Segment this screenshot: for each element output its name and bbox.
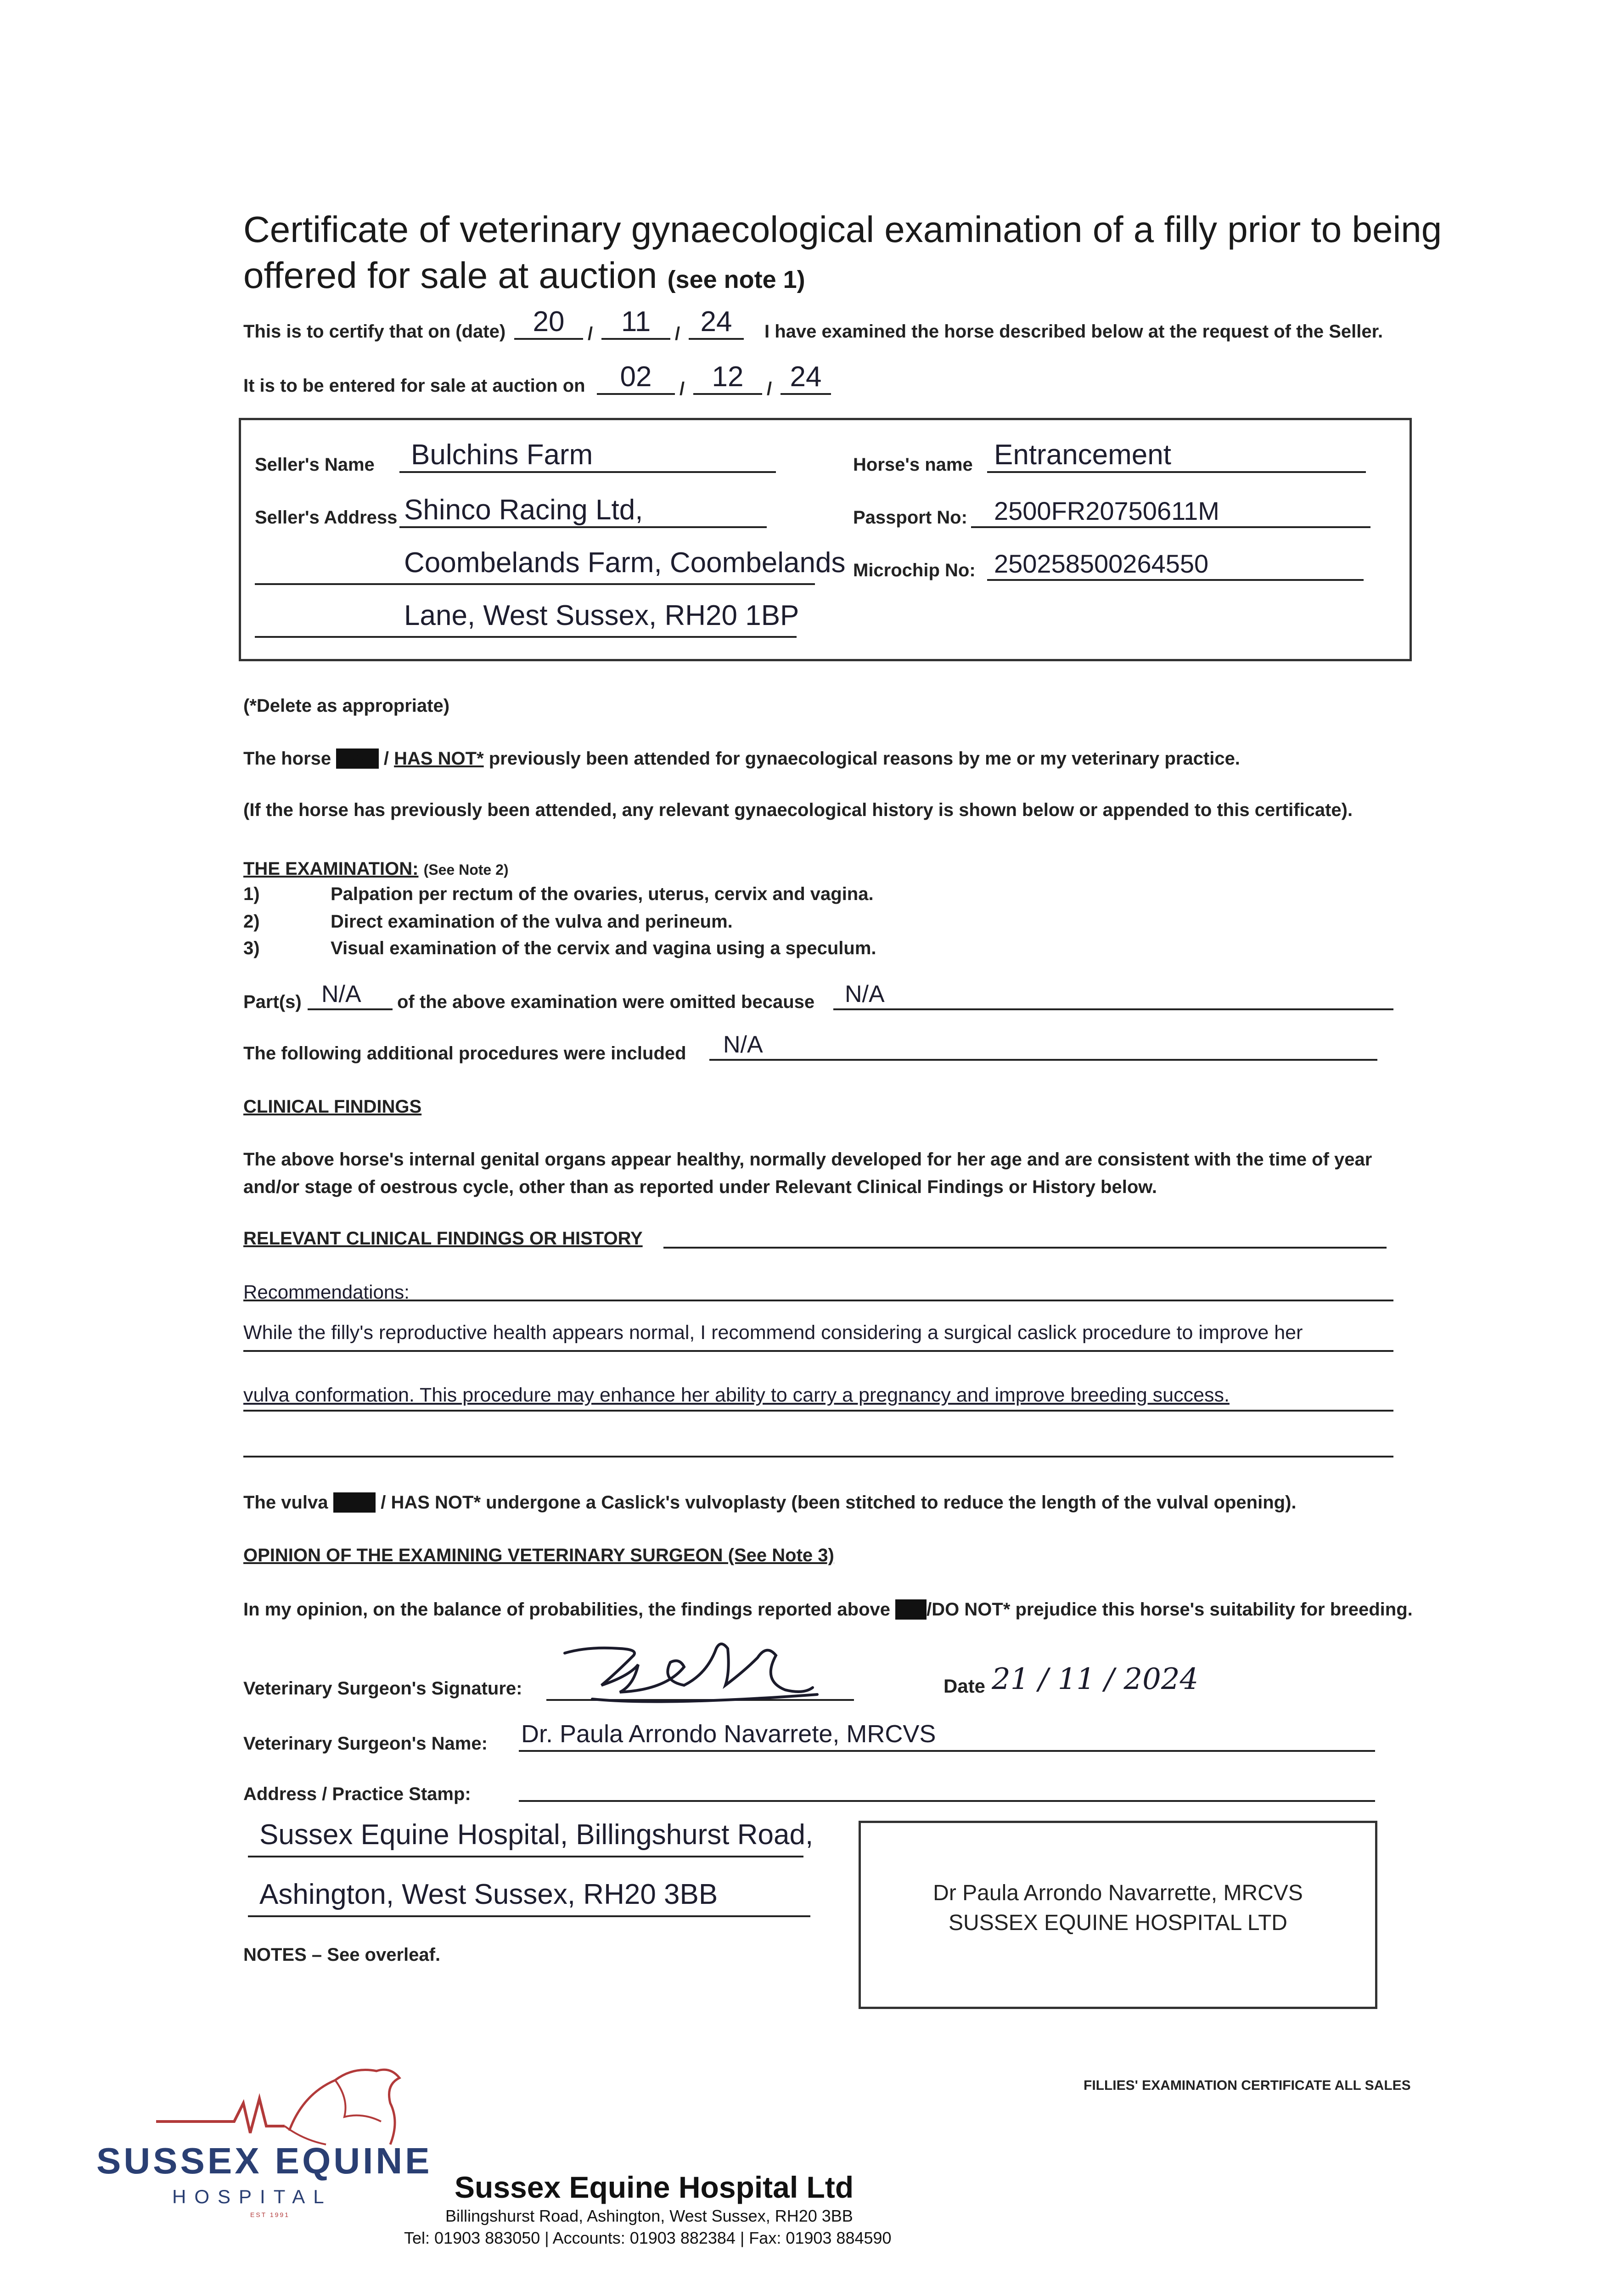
clinical-heading: CLINICAL FINDINGS bbox=[243, 1097, 422, 1117]
opinion-prefix: In my opinion, on the balance of probabilities, the findings reported above bbox=[243, 1599, 891, 1620]
opinion-text bbox=[243, 1596, 1419, 1623]
delete-note: (*Delete as appropriate) bbox=[243, 696, 450, 716]
omitted-label: of the above examination were omitted because bbox=[397, 992, 815, 1012]
history-line bbox=[243, 748, 1240, 769]
examination-heading-note: (See Note 2) bbox=[423, 861, 509, 878]
history-note: (If the horse has previously been attended, any relevant gynaecological history is shown below or appended to this certificate). bbox=[243, 800, 1353, 820]
examination-heading-row bbox=[243, 859, 509, 879]
exam-item-2 bbox=[243, 912, 260, 932]
parts-field[interactable]: N/A bbox=[308, 980, 393, 1010]
opinion-heading: OPINION OF THE EXAMINING VETERINARY SURGEON (See Note 3) bbox=[243, 1545, 834, 1565]
surgeon-name-label: Veterinary Surgeon's Name: bbox=[243, 1733, 488, 1754]
footer-company: Sussex Equine Hospital Ltd bbox=[455, 2170, 854, 2204]
history-kept-option: HAS NOT* bbox=[394, 748, 484, 769]
address-label: Address / Practice Stamp: bbox=[243, 1784, 471, 1804]
history-prefix: The horse bbox=[243, 748, 331, 769]
auction-date-month[interactable]: 12 bbox=[693, 360, 762, 395]
practice-address-line1[interactable]: Sussex Equine Hospital, Billingshurst Road, bbox=[248, 1816, 803, 1857]
notes-text: NOTES – See overleaf. bbox=[243, 1945, 441, 1965]
rec-line2[interactable]: vulva conformation. This procedure may enhance her ability to carry a pregnancy and improve breeding success. bbox=[243, 1384, 1230, 1406]
clinical-text: The above horse's internal genital organs appear healthy, normally developed for her age and are consistent with the time of year and/or stage of oestrous cycle, other than as reported under Relevant Clinical Findings or History below. bbox=[243, 1149, 1372, 1197]
vulva-struck-option: HAS bbox=[333, 1492, 376, 1513]
history-slash: / bbox=[378, 748, 394, 769]
relevant-field[interactable] bbox=[663, 1224, 1387, 1249]
certify-prefix: This is to certify that on (date) bbox=[243, 321, 506, 342]
rec-line1[interactable]: While the filly's reproductive health appears normal, I recommend considering a surgical caslick procedure to improve her bbox=[243, 1322, 1303, 1344]
signature-label: Veterinary Surgeon's Signature: bbox=[243, 1678, 522, 1699]
practice-stamp bbox=[859, 1821, 1377, 2009]
auction-date-year[interactable]: 24 bbox=[781, 360, 831, 395]
seller-address-line2[interactable]: Coombelands Farm, Coombelands bbox=[404, 547, 846, 579]
additional-field[interactable]: N/A bbox=[709, 1031, 1377, 1061]
logo-text: SUSSEX EQUINE bbox=[96, 2140, 432, 2181]
seller-address-label: Seller's Address bbox=[255, 507, 398, 528]
seller-address-line1[interactable]: Shinco Racing Ltd, bbox=[399, 494, 767, 528]
horse-name-field[interactable]: Entrancement bbox=[987, 439, 1366, 473]
signature-date[interactable]: 21 / 11 / 2024 bbox=[992, 1662, 1199, 1696]
seller-address-line2-rule bbox=[255, 542, 846, 585]
exam-item-1 bbox=[243, 884, 260, 905]
omitted-field[interactable]: N/A bbox=[833, 980, 1393, 1010]
vulva-prefix: The vulva bbox=[243, 1492, 328, 1513]
form-id: FILLIES' EXAMINATION CERTIFICATE ALL SALES bbox=[1084, 2078, 1411, 2093]
address-label-rule bbox=[519, 1777, 1375, 1802]
logo-sub: HOSPITAL bbox=[172, 2186, 332, 2207]
exam-item-3 bbox=[243, 938, 260, 959]
certificate-title bbox=[243, 207, 1483, 303]
history-struck-option: HAS bbox=[336, 748, 378, 769]
stamp-line1: Dr Paula Arrondo Navarrette, MRCVS bbox=[933, 1881, 1303, 1905]
exam-date-month[interactable]: 11 bbox=[601, 305, 670, 340]
opinion-slash: / bbox=[927, 1599, 932, 1620]
exam-item-num: 1) bbox=[243, 884, 260, 904]
opinion-kept-option: DO NOT* bbox=[932, 1599, 1011, 1620]
passport-field[interactable]: 2500FR20750611M bbox=[971, 496, 1370, 528]
stamp-line2: SUSSEX EQUINE HOSPITAL LTD bbox=[949, 1911, 1287, 1935]
practice-address-line2[interactable]: Ashington, West Sussex, RH20 3BB bbox=[248, 1876, 810, 1917]
history-suffix: previously been attended for gynaecological reasons by me or my veterinary practice. bbox=[483, 748, 1240, 769]
exam-item-3-text: Visual examination of the cervix and vagina using a speculum. bbox=[331, 938, 876, 958]
exam-item-1-text: Palpation per rectum of the ovaries, uterus, cervix and vagina. bbox=[331, 884, 874, 904]
additional-label: The following additional procedures were included bbox=[243, 1043, 686, 1064]
date-label: Date bbox=[943, 1675, 986, 1697]
parts-label: Part(s) bbox=[243, 992, 302, 1012]
recommendations-label: Recommendations: bbox=[243, 1281, 410, 1303]
logo-est: EST 1991 bbox=[250, 2211, 290, 2218]
rec-line3-rule[interactable] bbox=[243, 1433, 1393, 1458]
footer-address: Billingshurst Road, Ashington, West Sussex, RH20 3BB bbox=[445, 2206, 853, 2225]
vulva-kept-option: HAS NOT* bbox=[391, 1492, 481, 1513]
vulva-slash: / bbox=[376, 1492, 391, 1513]
exam-item-num: 3) bbox=[243, 938, 260, 958]
signature-field[interactable] bbox=[546, 1635, 854, 1701]
opinion-suffix: prejudice this horse's suitability for breeding. bbox=[1010, 1599, 1413, 1620]
microchip-field[interactable]: 250258500264550 bbox=[987, 549, 1364, 581]
passport-label: Passport No: bbox=[853, 507, 967, 528]
surgeon-name-field[interactable]: Dr. Paula Arrondo Navarrete, MRCVS bbox=[519, 1720, 1375, 1752]
seller-name-label: Seller's Name bbox=[255, 455, 375, 475]
rec-line2-rule bbox=[243, 1382, 1393, 1412]
title-text: Certificate of veterinary gynaecological examination of a filly prior to being offered for sale at auction bbox=[243, 209, 1442, 296]
footer-contact: Tel: 01903 883050 | Accounts: 01903 882384 | Fax: 01903 884590 bbox=[404, 2228, 892, 2247]
relevant-heading: RELEVANT CLINICAL FINDINGS OR HISTORY bbox=[243, 1228, 643, 1249]
exam-date-day[interactable]: 20 bbox=[514, 305, 583, 340]
microchip-label: Microchip No: bbox=[853, 560, 976, 580]
rec-line1-rule bbox=[243, 1318, 1393, 1352]
signature-scribble bbox=[546, 1630, 854, 1704]
exam-item-2-text: Direct examination of the vulva and perineum. bbox=[331, 912, 733, 932]
seller-name-field[interactable]: Bulchins Farm bbox=[399, 439, 776, 473]
certify-suffix: I have examined the horse described below at the request of the Seller. bbox=[764, 321, 1383, 342]
auction-prefix: It is to be entered for sale at auction on bbox=[243, 376, 585, 396]
opinion-struck-option: DO bbox=[895, 1599, 927, 1620]
auction-date-day[interactable]: 02 bbox=[597, 360, 675, 395]
recommendations-rule bbox=[243, 1277, 1393, 1301]
vulva-suffix: undergone a Caslick's vulvoplasty (been stitched to reduce the length of the vulval opening). bbox=[481, 1492, 1297, 1513]
seller-address-line3-rule bbox=[255, 595, 797, 638]
seller-address-line3[interactable]: Lane, West Sussex, RH20 1BP bbox=[404, 600, 799, 631]
vulva-line bbox=[243, 1492, 1297, 1513]
exam-item-num: 2) bbox=[243, 912, 260, 932]
horse-name-label: Horse's name bbox=[853, 455, 973, 475]
exam-date-year[interactable]: 24 bbox=[689, 305, 744, 340]
title-note: (see note 1) bbox=[667, 266, 805, 293]
examination-heading: THE EXAMINATION: bbox=[243, 859, 419, 879]
